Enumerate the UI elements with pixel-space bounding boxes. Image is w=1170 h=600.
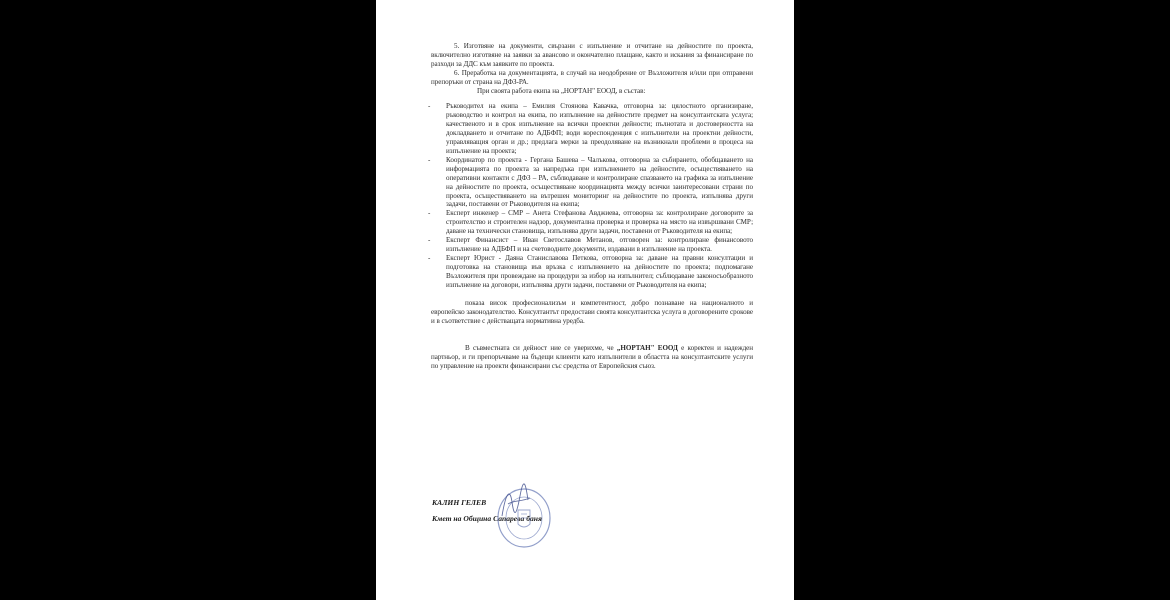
team-member: - Експерт Юрист - Даяна Станиславова Петкова, отговорна за: даване на правни консултации и подготовка на становища във връзка с изпълнението на дейностите по проекта; подпомагане Възложителя при провеждане на процедури за избор на изпълнител; съблюдаване законосъобразното изпълнение на договори, изпълнява други задачи, поставени от Ръководителя на екипа;	[431, 254, 753, 290]
company-name: „НОРТАН" ЕООД	[616, 344, 678, 353]
closing-paragraph	[431, 344, 753, 371]
document-body	[431, 42, 753, 371]
document-page	[376, 0, 794, 600]
signatory-name: КАЛИН ГЕЛЕВ	[432, 498, 487, 507]
team-member: - Координатор по проекта - Гергана Башева – Чалъкова, отговорна за събирането, обобщаването на информацията по проекта за напредъка при изпълнението на дейностите, осъществяването на оперативни контакти с ДФЗ – РА, съблюдаване и контролиране спазването на графика за изпълнение на дейностите по проекта, осъществяване координацията между всички заинтересовани страни по проекта, осъществяването на вътрешен мониторинг на дейностите по проекта, изпълнява други задачи, поставени от Ръководителя на екипа;	[431, 156, 753, 209]
handwritten-signature	[496, 482, 536, 522]
team-member: - Ръководител на екипа – Емилия Стоянова Кавачка, отговорна за: цялостното организиране, ръководство и контрол на екипа, по изпълнение на дейностите предмет на консултантската услуга; качественото и в срок изпълнение на всички проектни дейности; пълнотата и достоверността на докладването и отчитане по АДБФП; води кореспонденция с изпълнители на проектни дейности, управляващия орган и др.; предлага мерки за преодоляване на възникнали проблеми в процеса на изпълнение на проекта;	[431, 102, 753, 155]
team-member: - Експерт Финансист – Иван Светославов Метанов, отговорен за: контролиране финансовото изпълнение на АДБФП и на счетоводните документи, издавани в изпълнение на проекта.	[431, 236, 753, 254]
closing-pre: В съвместната си дейност ние се уверихме, че	[465, 344, 617, 353]
closing-post: е коректен и надежден партньор, и ги препоръчваме на бъдещи клиенти като изпълнители в областта на консултантските услуги по управление на проекти финансирани със средства от Европейския съюз.	[431, 344, 753, 370]
item-5: 5. Изготвяне на документи, свързани с изпълнение и отчитане на дейностите по проекта, включително изготвяне на заявки за авансово и окончателно плащане, както и искания за финансиране по разходи за ДДС към заявките по проекта.	[431, 42, 753, 68]
item-6: 6. Преработка на документацията, в случай на неодобрение от Възложителя и/или при отправени препоръки от страна на ДФЗ-РА.	[431, 68, 753, 86]
team-list	[431, 102, 753, 289]
signatory-title: Кмет на Община Сапарева баня	[432, 514, 542, 523]
team-intro: При своята работа екипа на „НОРТАН" ЕООД, в състав:	[477, 86, 646, 95]
team-result: показа висок професионализъм и компетентност, добро познаване на националното и европейско законодателство. Консултантът предостави своята консултантска услуга в договорените срокове и в съответствие с действащата нормативна уредба.	[431, 299, 753, 326]
team-member: - Експерт инженер – СМР – Анета Стефанова Авджиева, отговорна за: контролиране договорите за строителство и строителен надзор, документална проверка и проверка на място на извършвани СМР; даване на технически становища, изпълнява други задачи, поставени от Ръководителя на екипа;	[431, 209, 753, 236]
